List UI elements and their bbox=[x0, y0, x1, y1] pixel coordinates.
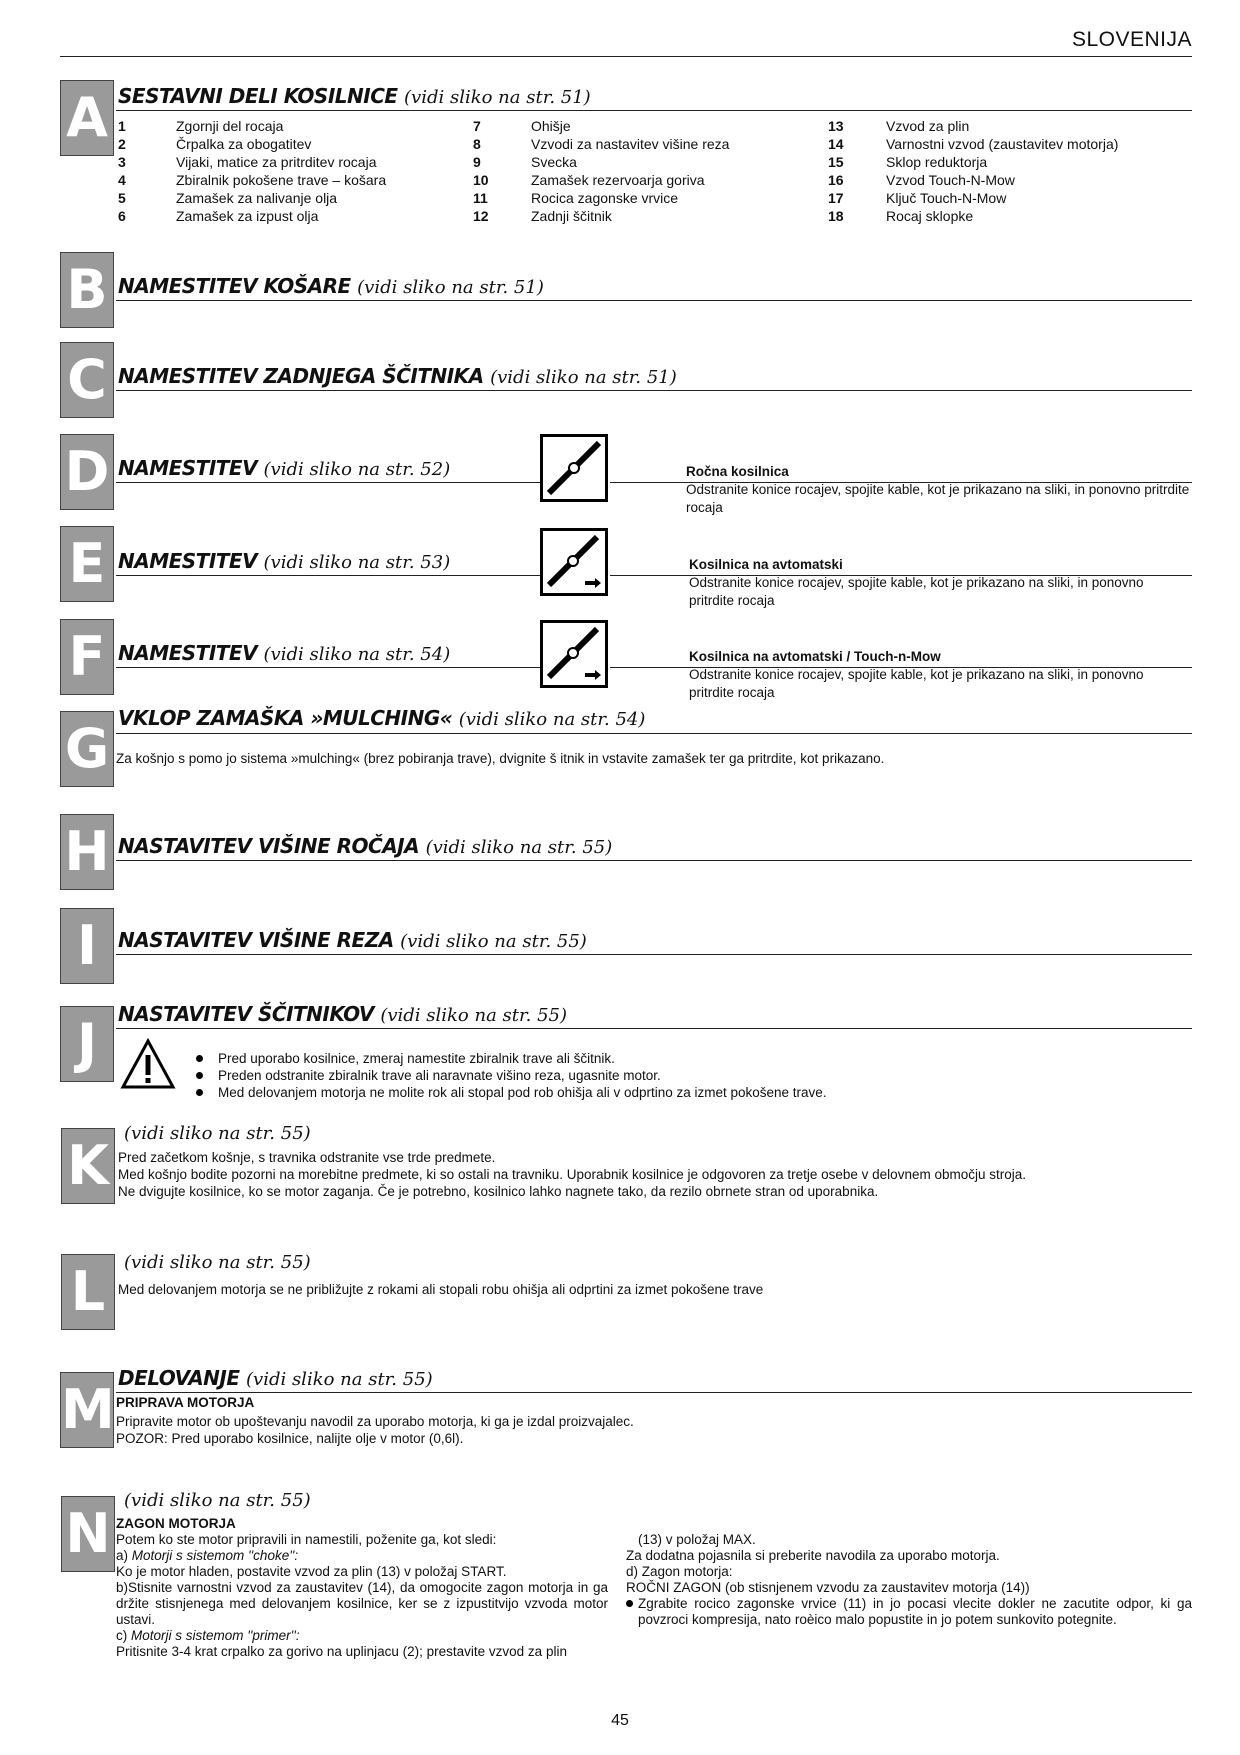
list-item: 15 Sklop reduktorja bbox=[828, 154, 988, 170]
section-m-text: PRIPRAVA MOTORJA Pripravite motor ob upoštevanju navodil za uporabo motorja, ki ga je izdal proizvajalec. POZOR: Pred uporabo kosilnice, nalijte olje v motor (0,6l). bbox=[116, 1395, 634, 1446]
section-rule bbox=[116, 390, 1192, 391]
list-item: 14 Varnostni vzvod (zaustavitev motorja) bbox=[828, 136, 1119, 152]
section-letter-n: N bbox=[61, 1496, 115, 1572]
list-item: 9 Svecka bbox=[473, 154, 577, 170]
bullet bbox=[626, 1600, 633, 1607]
list-item: 3 Vijaki, matice za pritrditev rocaja bbox=[118, 154, 377, 170]
section-letter-k: K bbox=[61, 1128, 115, 1204]
section-letter-g: G bbox=[60, 711, 114, 787]
parts-column-2 bbox=[473, 117, 833, 225]
list-item: 18 Rocaj sklopke bbox=[828, 208, 974, 224]
section-letter-b: B bbox=[60, 252, 114, 328]
list-item: 11 Rocica zagonske vrvice bbox=[473, 190, 679, 206]
section-title-i: NASTAVITEV VIŠINE REZA (vidi sliko na str. 55) bbox=[118, 928, 587, 952]
section-letter-i: I bbox=[60, 908, 114, 984]
arrow-right-icon bbox=[585, 670, 601, 680]
section-rule bbox=[116, 860, 1192, 861]
section-letter-d: D bbox=[60, 434, 114, 510]
list-item: 17 Ključ Touch-N-Mow bbox=[828, 190, 1007, 206]
list-item: 7 Ohišje bbox=[473, 118, 571, 134]
section-title-b: NAMESTITEV KOŠARE (vidi sliko na str. 51) bbox=[118, 274, 544, 298]
page-number: 45 bbox=[611, 1712, 629, 1729]
section-n-left: ZAGON MOTORJA Potem ko ste motor pripravili in namestili, poženite ga, kot sledi: a) Motorji s sistemom ''choke'': Ko je motor hladen, postavite vzvod za plin (13) v položaj START. b)Stisnite varnostni vzvod za zaustavitev (14), da omogocite zagon motorja in ga držite stisnjenega med delovanjem kosilnice, ker se z izpustitvijo vzvoda motor ustavi. c) Motorji s sistemom ''primer'': Pritisnite 3-4 krat crpalko za gorivo na uplinjacu (2); prestavite vzvod za plin bbox=[116, 1516, 608, 1659]
list-item: 16 Vzvod Touch-N-Mow bbox=[828, 172, 1015, 188]
list-item: Preden odstranite zbiralnik trave ali naravnate višino reza, ugasnite motor. bbox=[196, 1067, 827, 1084]
section-letter-e: E bbox=[60, 526, 114, 602]
section-letter-l: L bbox=[61, 1254, 115, 1330]
instruction-e: Kosilnica na avtomatski Odstranite konice rocajev, spojite kable, kot je prikazano na sliki, in ponovno pritrdite rocaja bbox=[689, 557, 1144, 608]
section-ref-k: (vidi sliko na str. 55) bbox=[124, 1123, 311, 1144]
section-rule bbox=[116, 1392, 1192, 1393]
list-item: 2 Črpalka za obogatitev bbox=[118, 136, 312, 152]
list-item: 12 Zadnji ščitnik bbox=[473, 208, 612, 224]
section-title-c: NAMESTITEV ZADNJEGA ŠČITNIKA (vidi sliko na str. 51) bbox=[118, 364, 677, 388]
instruction-d: Ročna kosilnica Odstranite konice rocajev, spojite kable, kot je prikazano na sliki, in ponovno pritrdite rocaja bbox=[686, 464, 1190, 515]
parts-column-3 bbox=[828, 117, 1188, 225]
arrow-right-icon bbox=[585, 578, 601, 588]
section-title-d: NAMESTITEV (vidi sliko na str. 52) bbox=[118, 456, 451, 480]
section-ref-l: (vidi sliko na str. 55) bbox=[124, 1252, 311, 1273]
section-ref: (vidi sliko na str. 51) bbox=[404, 87, 591, 108]
cable-connector-icon bbox=[540, 528, 608, 596]
list-item: 8 Vzvodi za nastavitev višine reza bbox=[473, 136, 730, 152]
section-letter-a: A bbox=[60, 80, 114, 156]
list-item: 5 Zamašek za nalivanje olja bbox=[118, 190, 338, 206]
section-ref-n: (vidi sliko na str. 55) bbox=[124, 1490, 311, 1511]
section-letter-h: H bbox=[60, 814, 114, 890]
section-rule bbox=[116, 482, 542, 483]
section-n-right: (13) v položaj MAX. Za dodatna pojasnila si preberite navodila za uporabo motorja. d) Zagon motorja: ROČNI ZAGON (ob stisnjenem vzvodu za zaustavitev motorja (14)) Zgrabite rocico zagonske vrvice (11) in jo pocasi vlecite dokler ne zacutite odpor, ki ga povzroci kompresija, nato roèico malo popustite in jo potem sunkovito potegnite. bbox=[626, 1532, 1192, 1627]
section-title-j: NASTAVITEV ŠČITNIKOV (vidi sliko na str. 55) bbox=[118, 1002, 567, 1026]
list-item: 13 Vzvod za plin bbox=[828, 118, 970, 134]
section-title-a bbox=[118, 84, 591, 108]
section-l-text: Med delovanjem motorja se ne približujte z rokami ali stopali robu ohišja ali odprtini za izmet pokošene trave bbox=[118, 1282, 764, 1297]
section-title-h: NASTAVITEV VIŠINE ROČAJA (vidi sliko na str. 55) bbox=[118, 834, 613, 858]
parts-column-1 bbox=[118, 117, 478, 225]
section-title-text: SESTAVNI DELI KOSILNICE bbox=[118, 84, 398, 108]
instruction-f: Kosilnica na avtomatski / Touch-n-Mow Odstranite konice rocajev, spojite kable, kot je prikazano na sliki, in ponovno pritrdite rocaja bbox=[689, 649, 1144, 700]
section-title-m: DELOVANJE (vidi sliko na str. 55) bbox=[118, 1366, 433, 1390]
list-item: Med delovanjem motorja ne molite rok ali stopal pod rob ohišja ali v odprtino za izmet pokošene trave. bbox=[196, 1084, 827, 1101]
section-rule bbox=[116, 954, 1192, 955]
section-title-f: NAMESTITEV (vidi sliko na str. 54) bbox=[118, 641, 451, 665]
cable-connector-icon bbox=[540, 620, 608, 688]
warning-triangle-icon bbox=[120, 1038, 176, 1090]
header-rule bbox=[60, 56, 1192, 57]
section-rule bbox=[116, 575, 542, 576]
list-item: Zgrabite rocico zagonske vrvice (11) in jo pocasi vlecite dokler ne zacutite odpor, ki ga povzroci kompresija, nato roèico malo popustite in jo potem sunkovito potegnite. bbox=[626, 1596, 1192, 1628]
section-g-text: Za košnjo s pomo jo sistema »mulching« (brez pobiranja trave), dvignite š itnik in vstavite zamašek ter ga pritrdite, kot prikazano. bbox=[116, 751, 885, 766]
section-k-text: Pred začetkom košnje, s travnika odstranite vse trde predmete. Med košnjo bodite pozorni na morebitne predmete, ki so ostali na travniku. Uporabnik kosilnice je odgovoren za tretje osebe v delovnem območju stroja. Ne dvigujte kosilnice, ko se motor zaganja. Če je potrebno, kosilnico lahko nagnete tako, da rezilo obrnete stran od uporabnika. bbox=[118, 1150, 1026, 1199]
cable-connector-icon bbox=[540, 434, 608, 502]
section-letter-j: J bbox=[60, 1006, 114, 1082]
section-rule bbox=[116, 300, 1192, 301]
section-rule bbox=[116, 1028, 1192, 1029]
list-item: 6 Zamašek za izpust olja bbox=[118, 208, 319, 224]
section-letter-c: C bbox=[60, 342, 114, 418]
section-letter-m: M bbox=[60, 1372, 114, 1448]
section-rule bbox=[116, 667, 542, 668]
list-item: 10 Zamašek rezervoarja goriva bbox=[473, 172, 705, 188]
list-item: 1 Zgornji del rocaja bbox=[118, 118, 284, 134]
warning-list bbox=[196, 1050, 827, 1101]
section-rule bbox=[116, 733, 1192, 734]
page-header-country: SLOVENIJA bbox=[1071, 28, 1192, 51]
section-title-e: NAMESTITEV (vidi sliko na str. 53) bbox=[118, 549, 451, 573]
section-title-g: VKLOP ZAMAŠKA »MULCHING« (vidi sliko na str. 54) bbox=[118, 706, 646, 730]
list-item: Pred uporabo kosilnice, zmeraj namestite zbiralnik trave ali ščitnik. bbox=[196, 1050, 827, 1067]
section-letter-f: F bbox=[60, 619, 114, 695]
list-item: 4 Zbiralnik pokošene trave – košara bbox=[118, 172, 387, 188]
section-rule bbox=[116, 110, 1192, 111]
